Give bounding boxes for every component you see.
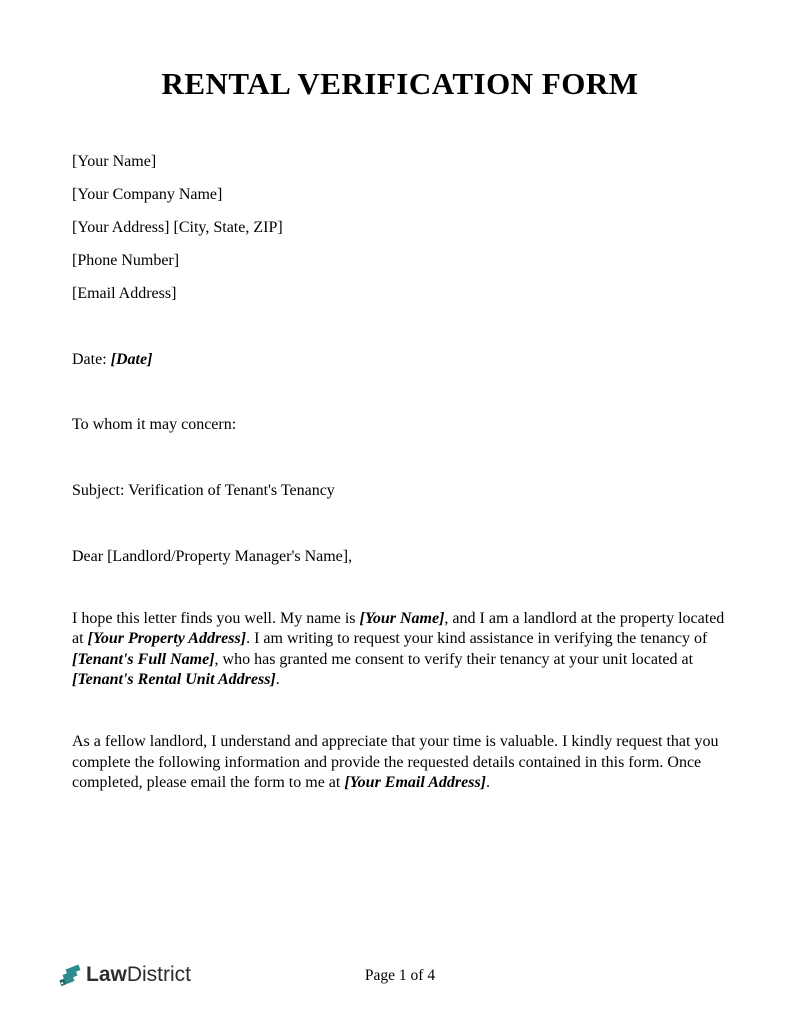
rental-unit-address-placeholder: [Tenant's Rental Unit Address] (72, 671, 276, 689)
p1-text-4: , who has granted me consent to verify their tenancy at your unit located at (214, 650, 694, 668)
p2-text-2: . (486, 774, 490, 792)
sender-email: [Email Address] (72, 284, 177, 302)
p1-text-5: . (275, 671, 280, 689)
brand-text-district: District (126, 963, 192, 986)
date-line (72, 349, 728, 370)
paragraph-1 (72, 609, 728, 691)
sender-company: [Your Company Name] (72, 185, 223, 203)
date-placeholder: [Date] (110, 350, 153, 368)
document-title: RENTAL VERIFICATION FORM (161, 66, 639, 101)
sender-address: [Your Address] [City, State, ZIP] (72, 218, 283, 236)
sender-block (72, 152, 728, 304)
p1-text-3: . I am writing to request your kind assistance in verifying the tenancy of (246, 630, 708, 648)
tenant-name-placeholder: [Tenant's Full Name] (72, 650, 215, 668)
sender-phone: [Phone Number] (72, 251, 180, 269)
p1-text-1: I hope this letter finds you well. My name is (72, 609, 360, 627)
subject-line: Subject: Verification of Tenant's Tenancy (72, 481, 335, 499)
property-address-placeholder: [Your Property Address] (87, 630, 247, 648)
date-label: Date: (72, 350, 111, 368)
page-indicator: Page 1 of 4 (364, 967, 436, 984)
p2-text-1: As a fellow landlord, I understand and appreciate that your time is valuable. I kindly request that you complete the following information and provide the requested details contained in this form. Once completed, please email the form to me at (72, 733, 719, 792)
greeting: Dear [Landlord/Property Manager's Name], (72, 547, 353, 565)
brand-text-law: Law (86, 963, 127, 986)
your-email-placeholder: [Your Email Address] (344, 774, 486, 792)
your-name-placeholder: [Your Name] (359, 609, 445, 627)
page-footer (0, 961, 800, 991)
p1-text-2: , and I am a landlord at the property located at (72, 609, 725, 648)
sender-name: [Your Name] (72, 152, 157, 170)
paragraph-2 (72, 732, 728, 794)
salutation: To whom it may concern: (72, 415, 237, 433)
